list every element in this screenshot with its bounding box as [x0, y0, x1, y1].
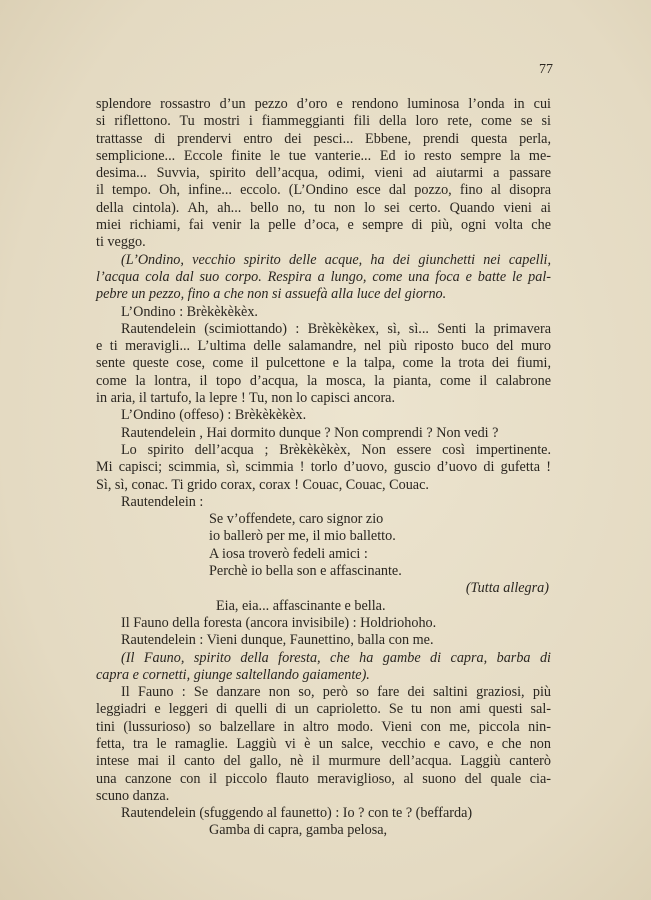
text-line: il tempo. Oh, infine... eccolo. (L’Ondino esce dal pozzo, fino al disopra [96, 182, 551, 199]
text-line: Mi capisci; scimmia, sì, scimmia ! torlo d’uovo, guscio d’uovo di gufetta ! [96, 459, 551, 476]
text-line: Il Fauno : Se danzare non so, però so fare dei saltini graziosi, più [121, 684, 551, 701]
text-line: una canzone con il piccolo flauto meraviglioso, al suono del quale cia- [96, 770, 551, 787]
text-line: e ti meravigli... L’ultima delle salamandre, nel più riposto buco del muro [96, 338, 551, 355]
text-line: capra e cornetti, giunge saltellando gaiamente). [96, 666, 370, 683]
text-line: (L’Ondino, vecchio spirito delle acque, ha dei giunchetti nei capelli, [121, 251, 551, 268]
text-line: leggiadri e leggeri di quelli di un caprioletto. Se tu non ami questi sal- [96, 701, 551, 718]
text-line: miei richiami, fai venir la pelle d’oca, e sempre di più, ogni volta che [96, 217, 551, 234]
text-line: sente queste cose, come il pulcettone e la talpa, come la trota dei fiumi, [96, 355, 551, 372]
text-line: Gamba di capra, gamba pelosa, [209, 822, 388, 839]
text-line: Sì, sì, conac. Ti grido corax, corax ! Couac, Couac, Couac. [96, 476, 429, 493]
body-text [96, 96, 551, 840]
text-line: della cintola). Ah, ah... bello no, tu non lo sei certo. Quando vieni ai [96, 199, 551, 216]
text-line: Il Fauno della foresta (ancora invisibile) : Holdriohoho. [121, 614, 437, 631]
text-line: Rautendelein , Hai dormito dunque ? Non comprendi ? Non vedi ? [121, 424, 499, 441]
text-line: tini (lussurioso) so balzellare in altro modo. Vieni con me, piccola nin- [96, 718, 551, 735]
text-line: pebre un pezzo, fino a che non si assuefà alla luce del giorno. [96, 286, 447, 303]
text-line: trattasse di prendervi entro dei pesci... Ebbene, prendi questa perla, [96, 130, 551, 147]
text-line: Eia, eia... affascinante e bella. [216, 597, 386, 614]
text-line: Rautendelein (scimiottando) : Brèkèkèkex, sì, sì... Senti la primavera [121, 320, 551, 337]
text-line: (Tutta allegra) [465, 580, 549, 597]
text-line: desima... Suvvia, spirito dell’acqua, odimi, vieni ad aiutarmi a passare [96, 165, 551, 182]
text-line: l’acqua cola dal suo corpo. Respira a lungo, come una foca e batte le pal- [96, 268, 551, 285]
page-number: 77 [539, 62, 553, 77]
text-line: in aria, il tartufo, la lepre ! Tu, non lo capisci ancora. [96, 390, 396, 407]
text-line: come la lontra, il topo d’acqua, la mosca, la pianta, come il calabrone [96, 372, 551, 389]
text-line: Se v’offendete, caro signor zio [209, 511, 384, 528]
text-line: semplicione... Eccole finite le tue vanterie... Ed io resto sempre la me- [96, 147, 551, 164]
text-line: si riflettono. Tu mostri i fiammeggianti fili della loro rete, come se si [96, 113, 551, 130]
text-line: (Il Fauno, spirito della foresta, che ha gambe di capra, barba di [121, 649, 551, 666]
text-line: fetta, tra le ramaglie. Laggiù vi è un salce, vecchio e cavo, e che non [96, 735, 551, 752]
text-line: Rautendelein : Vieni dunque, Faunettino, balla con me. [121, 632, 434, 649]
text-line: A iosa troverò fedeli amici : [209, 545, 368, 562]
text-line: io ballerò per me, il mio balletto. [209, 528, 396, 545]
text-line: L’Ondino (offeso) : Brèkèkèkèx. [121, 407, 307, 424]
text-line: L’Ondino : Brèkèkèkèx. [121, 303, 258, 320]
text-line: Perchè io bella son e affascinante. [209, 563, 402, 580]
text-line: intese mai il canto del gallo, nè il murmure dell’acqua. Laggiù canterò [96, 753, 551, 770]
text-line: scuno danza. [96, 787, 170, 804]
text-line: ti veggo. [96, 234, 146, 251]
text-line: Lo spirito dell’acqua ; Brèkèkèkèx, Non essere così impertinente. [121, 441, 551, 458]
text-line: Rautendelein (sfuggendo al faunetto) : Io ? con te ? (beffarda) [121, 805, 473, 822]
text-line: splendore rossastro d’un pezzo d’oro e rendono luminosa l’onda in cui [96, 96, 551, 112]
text-line: Rautendelein : [121, 493, 204, 510]
